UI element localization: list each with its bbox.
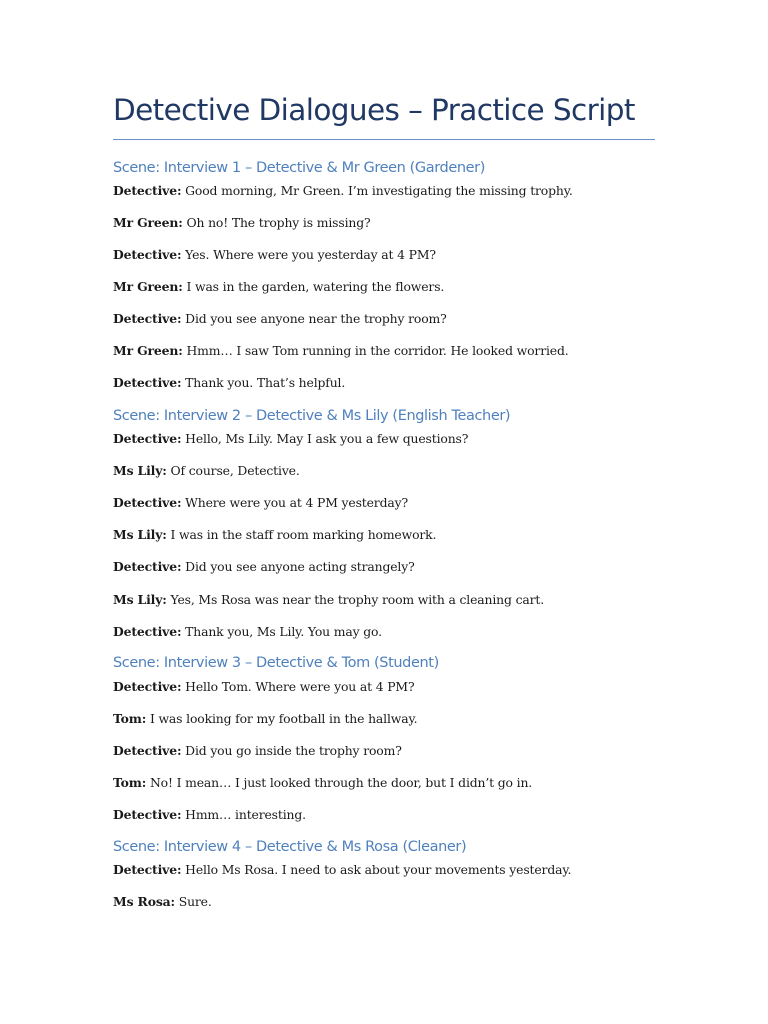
speaker-label: Mr Green: xyxy=(113,215,183,230)
dialogue-text: Thank you. That’s helpful. xyxy=(181,375,346,390)
speaker-label: Detective: xyxy=(113,559,182,574)
speaker-label: Mr Green: xyxy=(113,279,183,294)
scene-heading: Scene: Interview 3 – Detective & Tom (Student) xyxy=(113,655,439,671)
speaker-label: Mr Green: xyxy=(113,343,183,358)
scene-heading: Scene: Interview 4 – Detective & Ms Rosa (Cleaner) xyxy=(113,839,467,855)
dialogue-text: I was in the staff room marking homework. xyxy=(166,527,437,542)
dialogue-line xyxy=(113,593,544,608)
dialogue-line xyxy=(113,680,414,695)
scene-heading: Scene: Interview 1 – Detective & Mr Green (Gardener) xyxy=(113,160,485,176)
dialogue-line xyxy=(113,496,408,511)
dialogue-text: No! I mean… I just looked through the door, but I didn’t go in. xyxy=(146,775,533,790)
dialogue-line xyxy=(113,776,532,791)
speaker-label: Detective: xyxy=(113,743,182,758)
dialogue-text: I was looking for my football in the hallway. xyxy=(146,711,418,726)
dialogue-line xyxy=(113,895,212,910)
dialogue-text: Yes. Where were you yesterday at 4 PM? xyxy=(181,247,436,262)
speaker-label: Ms Lily: xyxy=(113,527,167,542)
dialogue-text: Hello, Ms Lily. May I ask you a few questions? xyxy=(181,431,469,446)
dialogue-line xyxy=(113,625,382,640)
dialogue-text: Sure. xyxy=(174,894,212,909)
speaker-label: Detective: xyxy=(113,247,182,262)
speaker-label: Detective: xyxy=(113,375,182,390)
dialogue-text: Hmm… interesting. xyxy=(181,807,306,822)
dialogue-line xyxy=(113,376,345,391)
speaker-label: Detective: xyxy=(113,495,182,510)
dialogue-line xyxy=(113,344,569,359)
title-underline xyxy=(113,139,655,140)
dialogue-line xyxy=(113,312,447,327)
speaker-label: Detective: xyxy=(113,624,182,639)
dialogue-line xyxy=(113,712,417,727)
dialogue-text: Did you see anyone acting strangely? xyxy=(181,559,415,574)
speaker-label: Detective: xyxy=(113,679,182,694)
speaker-label: Detective: xyxy=(113,862,182,877)
dialogue-line xyxy=(113,464,300,479)
speaker-label: Ms Rosa: xyxy=(113,894,175,909)
dialogue-line xyxy=(113,528,436,543)
document-title: Detective Dialogues – Practice Script xyxy=(113,93,635,127)
dialogue-line xyxy=(113,560,415,575)
dialogue-line xyxy=(113,744,402,759)
dialogue-line xyxy=(113,432,468,447)
dialogue-text: Oh no! The trophy is missing? xyxy=(182,215,371,230)
dialogue-text: Hello Ms Rosa. I need to ask about your movements yesterday. xyxy=(181,862,572,877)
speaker-label: Ms Lily: xyxy=(113,592,167,607)
dialogue-text: I was in the garden, watering the flowers. xyxy=(182,279,445,294)
dialogue-text: Good morning, Mr Green. I’m investigating the missing trophy. xyxy=(181,183,573,198)
dialogue-line xyxy=(113,184,573,199)
dialogue-line xyxy=(113,863,571,878)
speaker-label: Tom: xyxy=(113,775,147,790)
dialogue-text: Did you see anyone near the trophy room? xyxy=(181,311,447,326)
dialogue-text: Hmm… I saw Tom running in the corridor. He looked worried. xyxy=(182,343,569,358)
dialogue-text: Where were you at 4 PM yesterday? xyxy=(181,495,408,510)
dialogue-line xyxy=(113,248,436,263)
dialogue-text: Thank you, Ms Lily. You may go. xyxy=(181,624,382,639)
dialogue-line xyxy=(113,808,306,823)
dialogue-text: Hello Tom. Where were you at 4 PM? xyxy=(181,679,415,694)
dialogue-text: Of course, Detective. xyxy=(166,463,300,478)
speaker-label: Ms Lily: xyxy=(113,463,167,478)
speaker-label: Detective: xyxy=(113,431,182,446)
dialogue-text: Did you go inside the trophy room? xyxy=(181,743,402,758)
dialogue-line xyxy=(113,216,370,231)
speaker-label: Detective: xyxy=(113,183,182,198)
speaker-label: Tom: xyxy=(113,711,147,726)
dialogue-text: Yes, Ms Rosa was near the trophy room with a cleaning cart. xyxy=(166,592,544,607)
dialogue-line xyxy=(113,280,444,295)
speaker-label: Detective: xyxy=(113,311,182,326)
speaker-label: Detective: xyxy=(113,807,182,822)
scene-heading: Scene: Interview 2 – Detective & Ms Lily (English Teacher) xyxy=(113,408,511,424)
